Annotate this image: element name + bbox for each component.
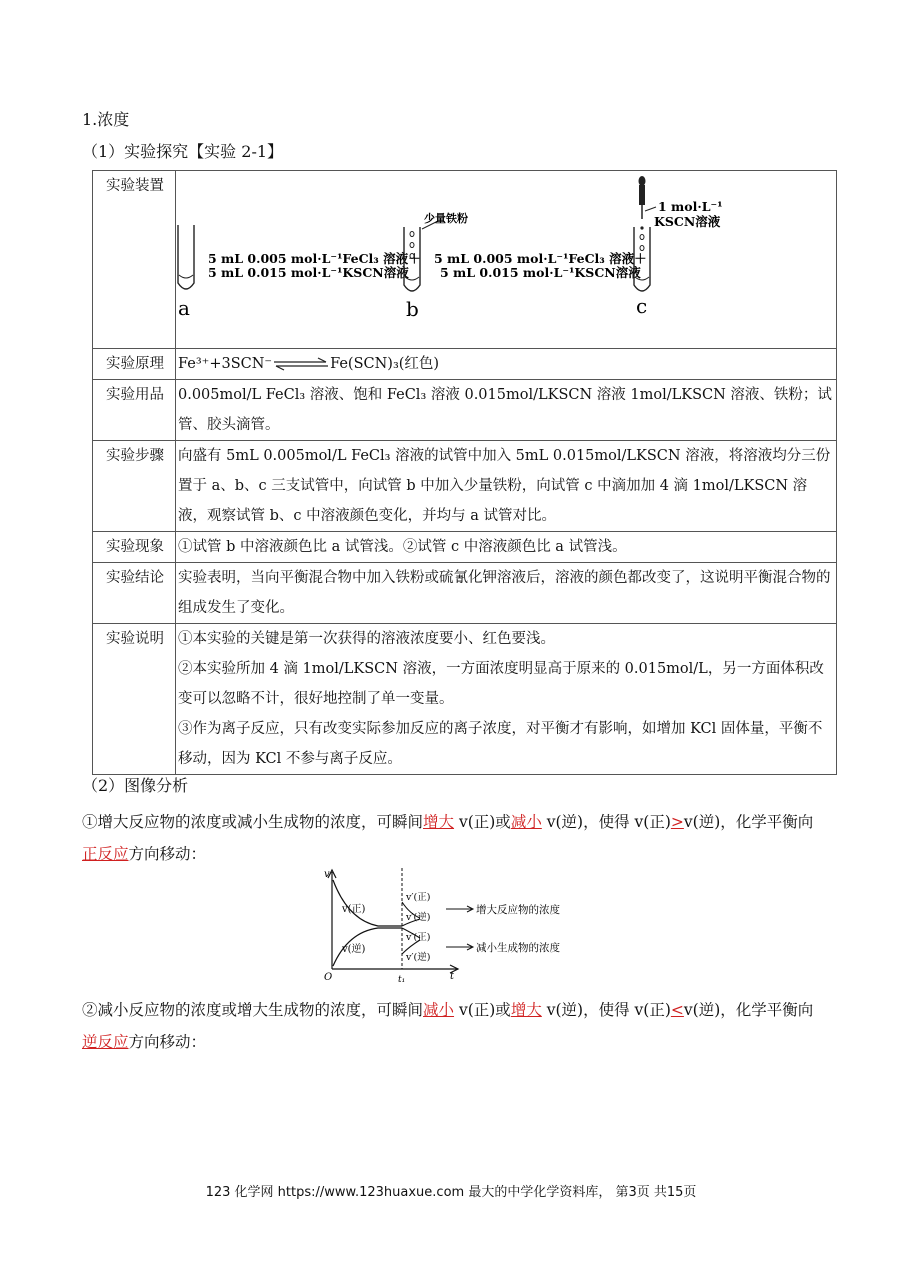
- label-materials: 实验用品: [93, 380, 176, 441]
- steps-text: 向盛有 5mL 0.005mol/L FeCl₃ 溶液的试管中加入 5mL 0.015mol/LKSCN 溶液，将溶液均分三份置于 a、b、c 三支试管中，向试管 b 中加入少量铁粉，向试管 c 中滴加加 4 滴 1mol/LKSCN 溶液，观察试管 b、c 中溶液颜色变化，并均与 a 试管对比。: [176, 441, 837, 532]
- dropper-label-1: 1 mol·L⁻¹: [658, 199, 723, 214]
- p1-b: 增大: [423, 813, 455, 831]
- arrow-label-decrease-product: 减小生成物的浓度: [476, 942, 560, 954]
- p2-a: ②减小反应物的浓度或增大生成物的浓度，可瞬间: [82, 1001, 424, 1019]
- v-axis-label: v: [324, 869, 330, 880]
- label-apparatus: 实验装置: [93, 171, 176, 349]
- label-steps: 实验步骤: [93, 441, 176, 532]
- principle-products: Fe(SCN)₃(红色): [330, 356, 440, 372]
- p2-b: 减小: [423, 1001, 455, 1019]
- p1-c: v(正)或: [454, 813, 511, 831]
- arrow-label-increase-reactant: 增大反应物的浓度: [476, 904, 560, 916]
- dropper-icon: [639, 176, 657, 219]
- label-principle: 实验原理: [93, 349, 176, 380]
- iron-powder-label: 少量铁粉: [424, 212, 468, 225]
- tube-a-label: a: [178, 296, 190, 320]
- p2-f: <: [670, 1001, 684, 1019]
- subsection-title-1: （1）实验探究【实验 2-1】: [82, 142, 284, 161]
- label-conclusion: 实验结论: [93, 563, 176, 624]
- solution-label-1b: 5 mL 0.015 mol·L⁻¹KSCN溶液: [208, 265, 409, 280]
- section-heading: 1.浓度: [82, 110, 130, 129]
- paragraph-decrease: [82, 994, 837, 1058]
- principle-reactants: Fe³⁺+3SCN⁻: [178, 356, 273, 372]
- p1-e: v(逆)，使得 v(正): [541, 813, 671, 831]
- row-notes: [93, 624, 837, 775]
- test-tube-a: [178, 225, 194, 289]
- row-apparatus: [93, 171, 837, 349]
- p2-h: 逆反应: [82, 1033, 129, 1051]
- row-materials: [93, 380, 837, 441]
- rate-time-graph: [318, 862, 590, 986]
- solution-label-1a: 5 mL 0.005 mol·L⁻¹FeCl₃ 溶液＋: [208, 251, 421, 266]
- p1-g: v(逆)，化学平衡向: [683, 813, 814, 831]
- note-3: ③作为离子反应，只有改变实际参加反应的离子浓度，对平衡才有影响，如增加 KCl 固体量，平衡不移动，因为 KCl 不参与离子反应。: [178, 721, 823, 767]
- row-principle: [93, 349, 837, 380]
- phenomena-text: ①试管 b 中溶液颜色比 a 试管浅。②试管 c 中溶液颜色比 a 试管浅。: [176, 532, 837, 563]
- p2-e: v(逆)，使得 v(正): [541, 1001, 671, 1019]
- p2-i: 方向移动：: [128, 1033, 207, 1051]
- row-conclusion: [93, 563, 837, 624]
- row-phenomena: [93, 532, 837, 563]
- row-steps: [93, 441, 837, 532]
- p2-g: v(逆)，化学平衡向: [683, 1001, 814, 1019]
- apparatus-illustration: [176, 171, 836, 337]
- apparatus-cell: [176, 171, 837, 349]
- paragraph-increase-line-1: [82, 806, 837, 838]
- tube-b-label: b: [406, 297, 419, 321]
- v1-fwd-top-label: v′(正): [406, 892, 431, 903]
- t-axis-label: t: [450, 971, 455, 982]
- v-rev-label: v(逆): [342, 944, 366, 955]
- dropper-label-2: KSCN溶液: [654, 214, 721, 229]
- label-phenomena: 实验现象: [93, 532, 176, 563]
- notes-cell: [176, 624, 837, 775]
- v1-rev-top-label: v′(逆): [406, 912, 431, 923]
- forward-rate-curve: [333, 880, 402, 926]
- p1-i: 方向移动：: [128, 845, 207, 863]
- paragraph-decrease-line-2: [82, 1026, 837, 1058]
- v1-fwd-bot-label: v′(正): [406, 932, 431, 943]
- p1-h: 正反应: [82, 845, 129, 863]
- page-footer: 123 化学网 https://www.123huaxue.com 最大的中学化学资料库， 第3页 共15页: [205, 1185, 697, 1200]
- p1-a: ①增大反应物的浓度或减小生成物的浓度，可瞬间: [82, 813, 424, 831]
- p1-d: 减小: [510, 813, 542, 831]
- tube-c-label: c: [636, 294, 648, 318]
- solution-label-2a: 5 mL 0.005 mol·L⁻¹FeCl₃ 溶液＋: [434, 251, 647, 266]
- p2-d: 增大: [510, 1001, 542, 1019]
- note-2: ②本实验所加 4 滴 1mol/LKSCN 溶液，一方面浓度明显高于原来的 0.015mol/L，另一方面体积改变可以忽略不计，很好地控制了单一变量。: [178, 661, 824, 707]
- t1-label: t₁: [398, 975, 406, 985]
- paragraph-decrease-line-1: [82, 994, 837, 1026]
- origin-label: O: [324, 972, 333, 983]
- equilibrium-arrow-icon: [272, 357, 330, 371]
- paragraph-increase: [82, 806, 837, 870]
- subsection-title-2: （2）图像分析: [82, 776, 189, 795]
- conclusion-text: 实验表明，当向平衡混合物中加入铁粉或硫氰化钾溶液后，溶液的颜色都改变了，这说明平衡混合物的组成发生了变化。: [176, 563, 837, 624]
- v-fwd-label: v(正): [342, 904, 366, 915]
- p1-f: >: [670, 813, 684, 831]
- experiment-table: [92, 170, 837, 775]
- solution-label-2b: 5 mL 0.015 mol·L⁻¹KSCN溶液: [440, 265, 641, 280]
- materials-text: 0.005mol/L FeCl₃ 溶液、饱和 FeCl₃ 溶液 0.015mol/LKSCN 溶液 1mol/LKSCN 溶液、铁粉；试管、胶头滴管。: [176, 380, 837, 441]
- p2-c: v(正)或: [454, 1001, 511, 1019]
- v1-rev-bot-label: v′(逆): [406, 952, 431, 963]
- label-notes: 实验说明: [93, 624, 176, 775]
- principle-cell: [176, 349, 837, 380]
- note-1: ①本实验的关键是第一次获得的溶液浓度要小、红色要浅。: [178, 631, 555, 647]
